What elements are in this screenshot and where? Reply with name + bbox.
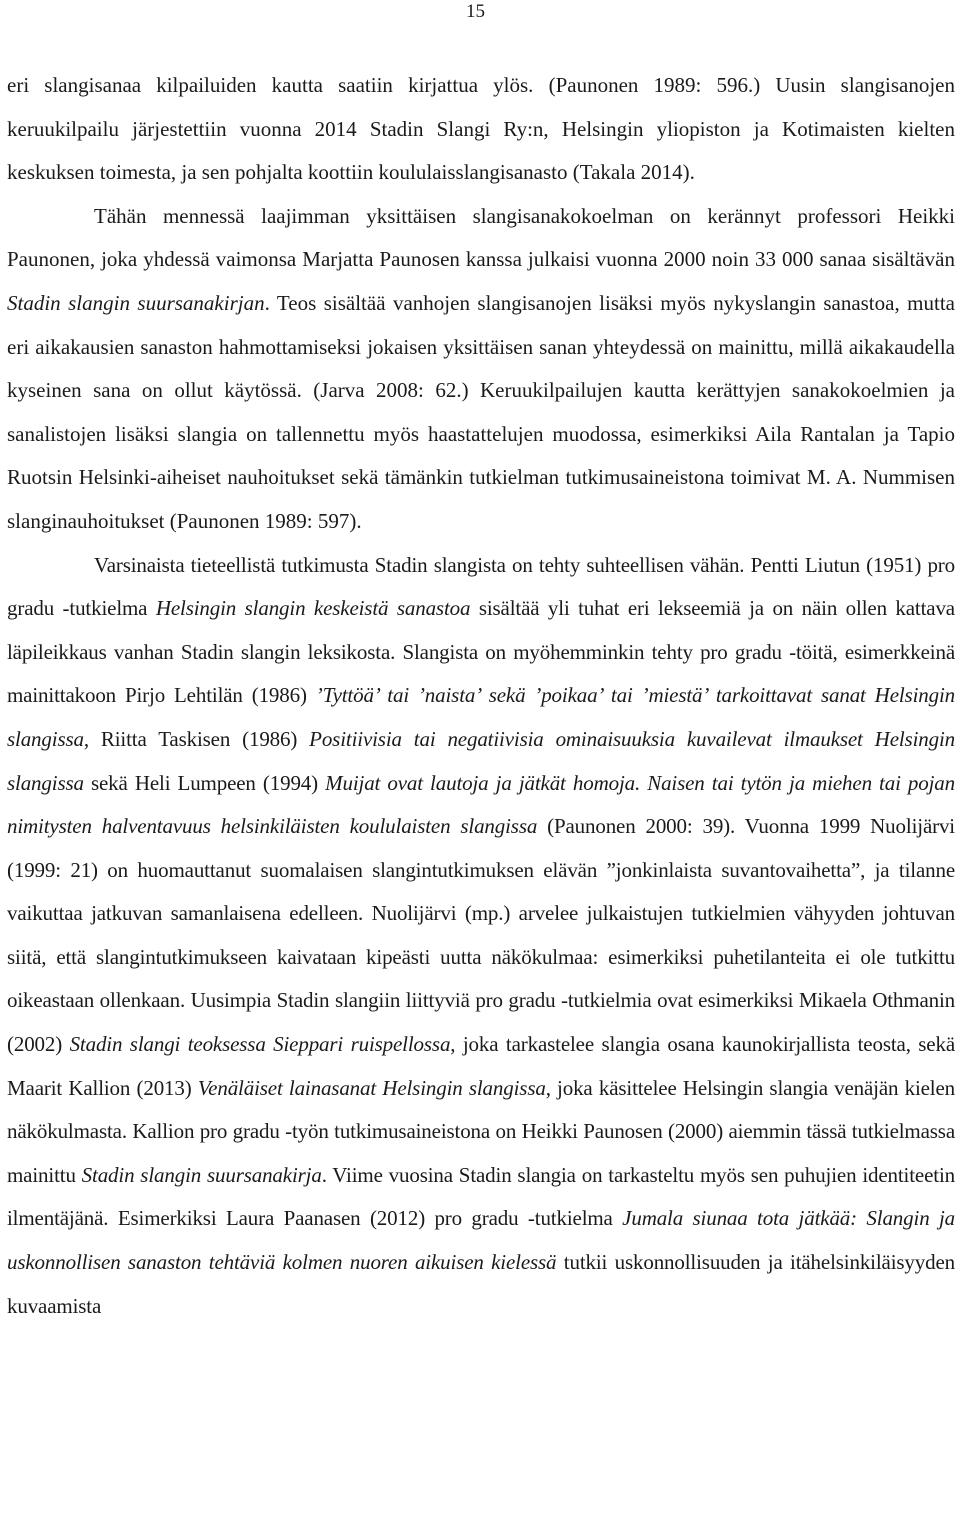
thesis-title: Venäläiset lainasanat Helsingin slangissa (197, 1075, 546, 1100)
book-title: Stadin slangin suursanakirja (81, 1162, 322, 1187)
text-run: tutkii uskonnollisuuden ja itähelsinkiläisyyden kuvaamista (7, 1250, 955, 1318)
thesis-title: Helsingin slangin keskeistä sanastoa (155, 596, 471, 621)
thesis-title: Muijat ovat lautoja ja jätkät homoja. Naisen tai tytön ja miehen tai pojan nimitysten halventavuus helsinkiläisten koululaisten slangissa (7, 770, 955, 839)
text-run: Varsinaista tieteellistä tutkimusta Stadin slangista on tehty suhteellisen vähän. Pentti Liutun (1951) pro gradu -tutkielma (7, 552, 955, 621)
book-title: Stadin slangin suursanakirjan (7, 290, 265, 315)
paragraph-1 (7, 64, 955, 195)
text-run: Tähän mennessä laajimman yksittäisen slangisanakokoelman on kerännyt professori Heikki Paunonen, joka yhdessä vaimonsa Marjatta Paunosen kanssa julkaisi vuonna 2000 noin 33 000 sanaa sisältävän (7, 203, 955, 272)
text-run: . Teos sisältää vanhojen slangisanojen lisäksi myös nykyslangin sanastoa, mutta eri aikakausien sanaston hahmottamiseksi jokaisen yksittäisen sanan yhteydessä on mainittu, millä aikakaudella kyseinen sana on ollut käytössä. (Jarva 2008: 62.) Keruukilpailujen kautta kerättyjen sanakokoelmien ja sanalistojen lisäksi slangia on tallennettu myös haastattelujen muodossa, esimerkiksi Aila Rantalan ja Tapio Ruotsin Helsinki-aiheiset nauhoitukset sekä tämänkin tutkielman tutkimusaineistona toimivat M. A. Nummisen slanginauhoitukset (Paunonen 1989: 597). (7, 290, 955, 533)
text-run: . Viime vuosina Stadin slangia on tarkasteltu myös sen puhujien identiteetin ilmentäjänä. Esimerkiksi Laura Paanasen (2012) pro gradu -tutkielma (7, 1162, 955, 1231)
text-run: (Paunonen 2000: 39). Vuonna 1999 Nuolijärvi (1999: 21) on huomauttanut suomalaisen slangintutkimuksen elävän ”jonkinlaista suvantovaihetta”, ja tilanne vaikuttaa jatkuvan samanlaisena edelleen. Nuolijärvi (mp.) arvelee julkaistujen tutkielmien vähyyden johtuvan siitä, että slangintutkimukseen kaivataan kipeästi uutta näkökulmaa: esimerkiksi puhetilanteita ei ole tutkittu oikeastaan ollenkaan. Uusimpia Stadin slangiin liittyviä pro gradu -tutkielmia ovat esimerkiksi Mikaela Othmanin (2002) (7, 814, 955, 1057)
text-run: sekä Heli Lumpeen (1994) (83, 770, 326, 795)
thesis-title: Stadin slangi teoksessa Sieppari ruispellossa (69, 1032, 451, 1057)
text-run: eri slangisanaa kilpailuiden kautta saatiin kirjattua ylös. (Paunonen 1989: 596.) Uusin slangisanojen keruukilpailu järjestettiin vuonna 2014 Stadin Slangi Ry:n, Helsingin yliopiston ja Kotimaisten kielten keskuksen toimesta, ja sen pohjalta koottiin koululaisslangisanasto (Takala 2014). (7, 73, 955, 185)
text-run: sisältää yli tuhat eri lekseemiä ja on näin ollen kattava läpileikkaus vanhan Stadin slangin leksikosta. Slangista on myöhemminkin tehty pro gradu -töitä, esimerkkeinä mainittakoon Pirjo Lehtilän (1986) (7, 596, 955, 708)
paragraph-2 (7, 195, 955, 544)
text-run: , Riitta Taskisen (1986) (83, 726, 310, 751)
text-run: , joka tarkastelee slangia osana kaunokirjallista teosta, sekä Maarit Kallion (2013) (7, 1032, 955, 1100)
thesis-title: Positiivisia tai negatiivisia ominaisuuksia kuvailevat ilmaukset Helsingin slangissa (7, 726, 955, 795)
body-text (7, 64, 955, 1328)
text-run: , joka käsittelee Helsingin slangia venäjän kielen näkökulmasta. Kallion pro gradu -työn tutkimusaineistona on Heikki Paunosen (2000) aiemmin tässä tutkielmassa mainittu (7, 1075, 955, 1187)
page-number: 15 (466, 1, 485, 22)
thesis-title: Jumala siunaa tota jätkää: Slangin ja uskonnollisen sanaston tehtäviä kolmen nuoren aikuisen kielessä (7, 1206, 956, 1275)
paragraph-3 (7, 544, 955, 1329)
thesis-title: ’Tyttöä’ tai ’naista’ sekä ’poikaa’ tai ’miestä’ tarkoittavat sanat Helsingin slangissa (7, 683, 955, 751)
